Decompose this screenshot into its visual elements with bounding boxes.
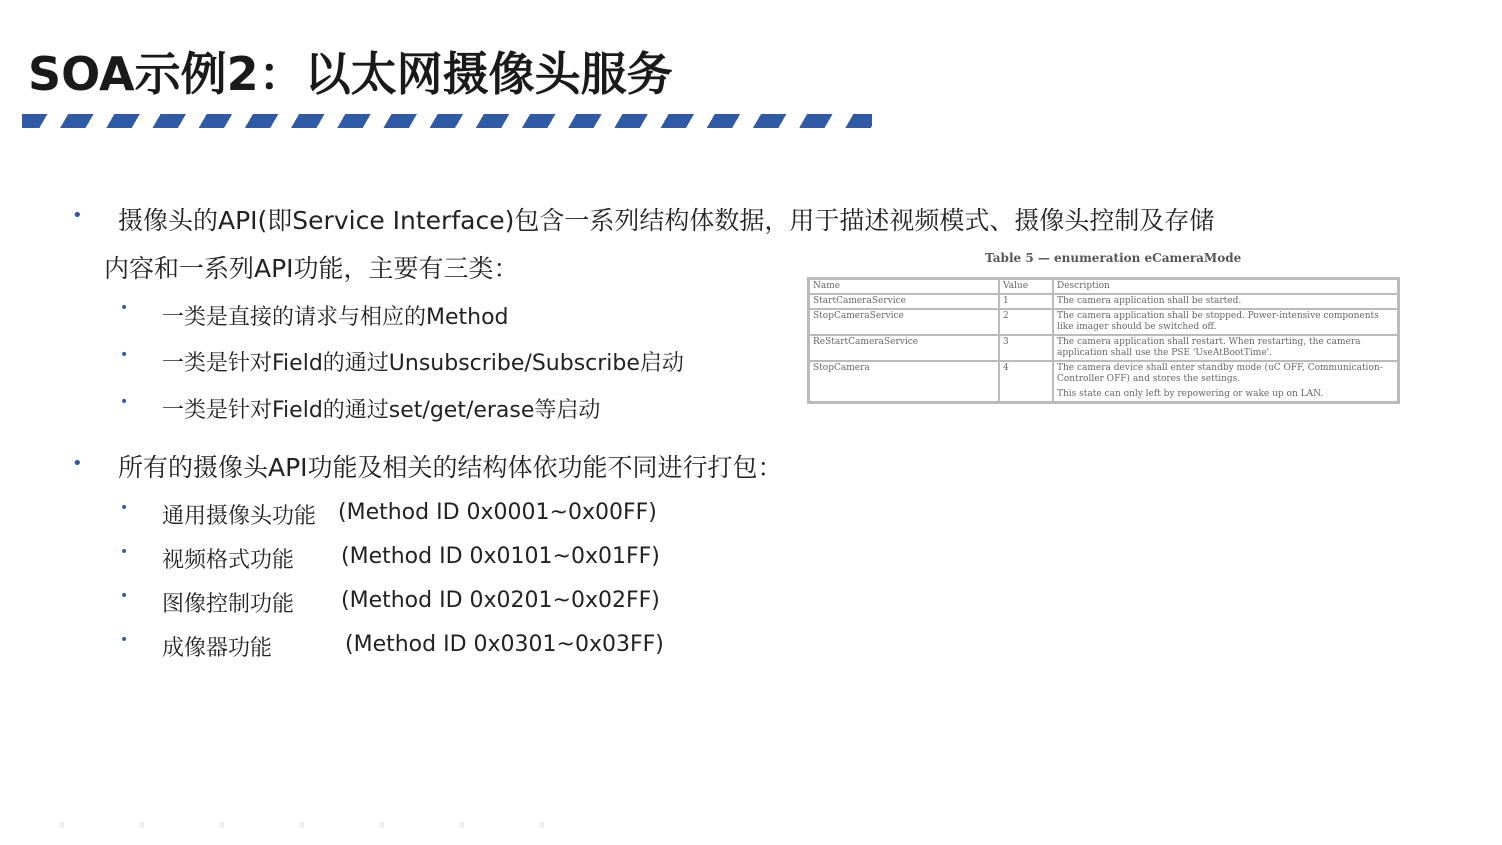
package-range: (Method ID 0x0001~0x00FF)	[338, 500, 657, 525]
sub-bullet-dot: •	[120, 394, 129, 410]
bullet-dot: •	[72, 453, 83, 474]
package-range: (Method ID 0x0201~0x02FF)	[341, 588, 660, 613]
table-header-row	[809, 279, 1399, 295]
bullet-1-line-1: 摄像头的API(即Service Interface)包含一系列结构体数据，用于描述视频模式、摄像头控制及存储	[118, 206, 1215, 235]
package-label: 图像控制功能	[162, 592, 295, 617]
table-cell-desc: The camera application shall be started.	[1053, 294, 1399, 309]
table-caption: Table 5 — enumeration eCameraMode	[985, 251, 1242, 265]
bullet-1-line-2: 内容和一系列API功能，主要有三类：	[104, 254, 519, 283]
page-title: SOA示例2：以太网摄像头服务	[28, 47, 673, 101]
table-header-cell: Description	[1053, 279, 1399, 295]
table-cell-name: StopCameraService	[809, 309, 1000, 335]
table-header-cell: Name	[809, 279, 1000, 295]
sub-item-general	[162, 499, 316, 530]
table-cell-desc: The camera application shall restart. When restarting, the camera application shall use the PSE 'UseAtBootTime'.	[1053, 335, 1399, 361]
package-label: 成像器功能	[162, 636, 273, 661]
table-cell-value: 2	[999, 309, 1053, 335]
camera-mode-table	[807, 277, 1400, 404]
table-cell-desc: The camera application shall be stopped. Power-intensive components like imager should be switched off.	[1053, 309, 1399, 335]
sub-bullet-dot: •	[120, 500, 129, 516]
bullet-dot: •	[72, 205, 83, 226]
title-divider	[22, 114, 872, 128]
table-cell-name: ReStartCameraService	[809, 335, 1000, 361]
sub-item-image	[162, 587, 294, 618]
table-cell-name: StartCameraService	[809, 294, 1000, 309]
table-row	[809, 335, 1399, 361]
sub-item-method: 一类是直接的请求与相应的Method	[162, 305, 509, 330]
table-row	[809, 294, 1399, 309]
sub-bullet-dot: •	[120, 544, 129, 560]
table-cell-desc-line: This state can only left by repowering or wake up on LAN.	[1057, 389, 1324, 399]
table-cell-value: 4	[999, 361, 1053, 403]
sub-bullet-dot: •	[120, 347, 129, 363]
sub-item-video	[162, 543, 294, 574]
table-cell-value: 1	[999, 294, 1053, 309]
sub-item-subscribe: 一类是针对Field的通过Unsubscribe/Subscribe启动	[162, 351, 684, 376]
sub-bullet-dot: •	[120, 300, 129, 316]
table-header-cell: Value	[999, 279, 1053, 295]
footer-decoration	[60, 822, 620, 828]
table-cell-desc-line: The camera device shall enter standby mode (uC OFF, Communication-Controller OFF) and stores the settings.	[1057, 363, 1383, 384]
table-row	[809, 361, 1399, 403]
table-cell-name: StopCamera	[809, 361, 1000, 403]
sub-item-set-get: 一类是针对Field的通过set/get/erase等启动	[162, 398, 601, 423]
sub-bullet-dot: •	[120, 632, 129, 648]
table-cell-desc	[1053, 361, 1399, 403]
table-cell-value: 3	[999, 335, 1053, 361]
package-label: 视频格式功能	[162, 548, 295, 573]
bullet-2-line-1: 所有的摄像头API功能及相关的结构体依功能不同进行打包：	[118, 453, 783, 482]
package-range: (Method ID 0x0101~0x01FF)	[341, 544, 660, 569]
package-label: 通用摄像头功能	[162, 504, 317, 529]
table-row	[809, 309, 1399, 335]
sub-item-imager	[162, 631, 272, 662]
sub-bullet-dot: •	[120, 588, 129, 604]
package-range: (Method ID 0x0301~0x03FF)	[345, 632, 664, 657]
